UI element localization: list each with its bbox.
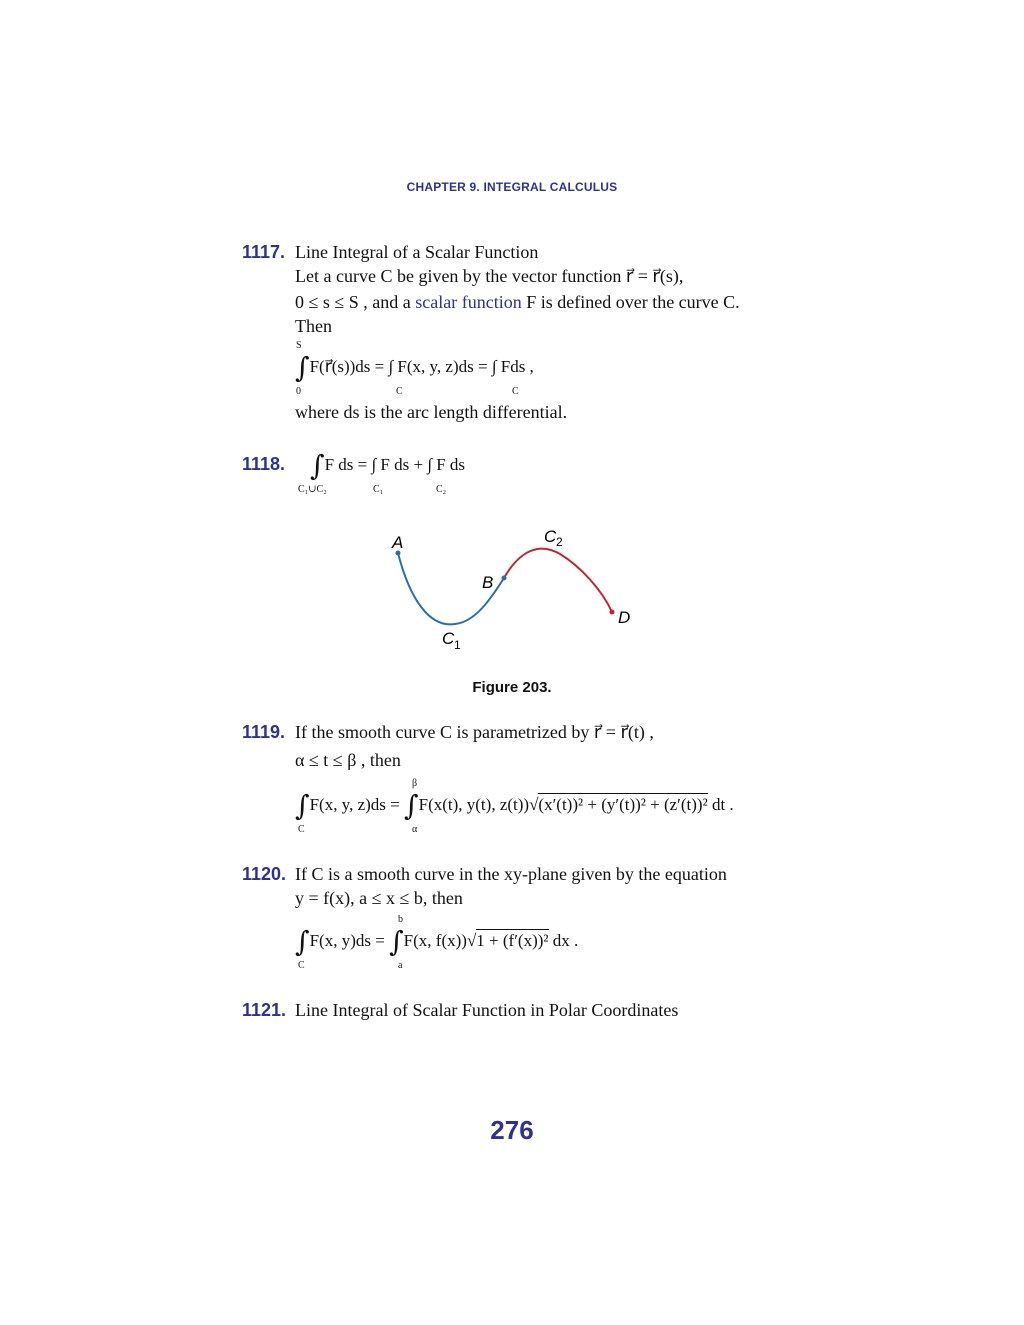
label-c1-sub: 1 bbox=[454, 638, 461, 652]
curve-figure bbox=[380, 520, 650, 660]
formula-1117 bbox=[295, 351, 534, 384]
integral-upper-limit: b bbox=[398, 914, 403, 925]
formula-text: F(x, y, z)ds = bbox=[309, 794, 405, 814]
integral-sign: ∫ bbox=[404, 789, 419, 822]
label-c2-sub: 2 bbox=[556, 535, 563, 549]
integral-upper-limit: S bbox=[296, 340, 302, 351]
label-d: D bbox=[618, 608, 631, 627]
formula-text: dx . bbox=[548, 930, 579, 950]
label-c2: C bbox=[544, 527, 557, 546]
item-text-1120-line1: If C is a smooth curve in the xy-plane given by the equation bbox=[295, 864, 727, 884]
chapter-header: CHAPTER 9. INTEGRAL CALCULUS bbox=[406, 180, 618, 194]
item-text-1119-line1: If the smooth curve C is parametrized by r⃗ = r⃗(t) , bbox=[295, 722, 654, 742]
item-number-1118: 1118. bbox=[242, 454, 286, 474]
integral-sign: ∫ bbox=[295, 789, 310, 822]
label-c1: C bbox=[442, 629, 455, 648]
item-title-1121: Line Integral of Scalar Function in Polar Coordinates bbox=[295, 1000, 679, 1020]
sqrt-sign: √ bbox=[466, 930, 477, 950]
sqrt-sign: √ bbox=[529, 794, 539, 814]
integral-lower-limit: C₁∪C₂ bbox=[298, 484, 327, 495]
item-text-1117-line4: Then bbox=[295, 316, 332, 336]
sqrt-content: 1 + (f′(x))² bbox=[476, 930, 549, 950]
item-number-1121: 1121. bbox=[242, 1000, 287, 1020]
item-number-1120: 1120. bbox=[242, 864, 287, 884]
sqrt-content: (x′(t))² + (y′(t))² + (z′(t))² bbox=[538, 794, 708, 814]
integral-lower-limit: α bbox=[412, 824, 418, 835]
item-text-1117-line3 bbox=[295, 292, 740, 313]
integral-lower-limit: C bbox=[298, 960, 305, 971]
item-number-1117: 1117. bbox=[242, 242, 286, 262]
text-segment: 0 ≤ s ≤ S , and a bbox=[295, 292, 416, 312]
label-a: A bbox=[392, 533, 404, 552]
integral-lower-limit: C bbox=[298, 824, 305, 835]
integral-lower-limit: C bbox=[396, 386, 403, 397]
label-b: B bbox=[482, 573, 494, 592]
formula-text: F(x(t), y(t), z(t)) bbox=[418, 794, 530, 814]
integral-sign: ∫ bbox=[389, 925, 404, 958]
point-d bbox=[610, 610, 615, 615]
integral-lower-limit: 0 bbox=[296, 386, 301, 397]
item-text-1117-after: where ds is the arc length differential. bbox=[295, 402, 568, 422]
formula-1119 bbox=[295, 789, 734, 822]
formula-text: F(x, f(x)) bbox=[403, 930, 467, 950]
integral-lower-limit: a bbox=[398, 960, 403, 971]
integral-upper-limit: β bbox=[412, 778, 418, 789]
integral-sign: ∫ bbox=[295, 351, 310, 384]
item-text-1120-line2: y = f(x), a ≤ x ≤ b, then bbox=[295, 888, 463, 908]
point-b bbox=[502, 576, 507, 581]
integral-lower-limit: C bbox=[512, 386, 519, 397]
integral-sign: ∫ bbox=[295, 925, 310, 958]
integral-lower-limit: C₂ bbox=[436, 484, 447, 495]
formula-1118 bbox=[310, 449, 466, 482]
text-segment: F is defined over the curve C. bbox=[521, 292, 740, 312]
scalar-function-link[interactable]: scalar function bbox=[415, 292, 522, 312]
item-title-1117: Line Integral of a Scalar Function bbox=[295, 242, 539, 262]
formula-text: F ds = ∫ F ds + ∫ F ds bbox=[324, 454, 466, 474]
figure-caption: Figure 203. bbox=[472, 679, 552, 696]
curve-c2 bbox=[504, 549, 612, 612]
formula-text: F(x, y)ds = bbox=[309, 930, 390, 950]
formula-text: dt . bbox=[707, 794, 734, 814]
integral-lower-limit: C₁ bbox=[373, 484, 384, 495]
item-text-1117-line2: Let a curve C be given by the vector function r⃗ = r⃗(s), bbox=[295, 266, 684, 286]
integral-sign: ∫ bbox=[310, 449, 325, 482]
item-text-1119-line2: α ≤ t ≤ β , then bbox=[295, 750, 401, 770]
item-number-1119: 1119. bbox=[242, 722, 286, 742]
page-number: 276 bbox=[490, 1115, 534, 1145]
formula-text: F(r⃗(s))ds = ∫ F(x, y, z)ds = ∫ Fds , bbox=[309, 356, 534, 376]
formula-1120 bbox=[295, 925, 579, 958]
